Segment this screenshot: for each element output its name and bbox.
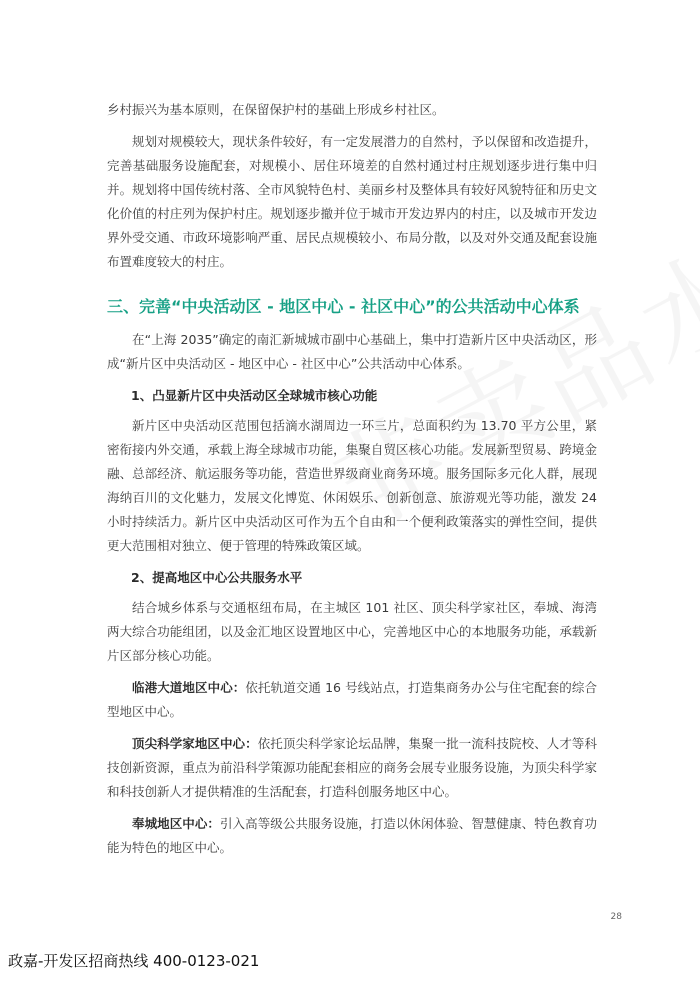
subheading-central-activity-zone [107, 384, 597, 408]
paragraph-central-activity-zone: 新片区中央活动区范围包括滴水湖周边一环三片，总面积约为 13.70 平方公里，紧密衔接内外交通，承载上海全球城市功能，集聚自贸区核心功能。发展新型贸易、跨境金融、总部经济、航运服务等功能，营造世界级商业商务环境。服务国际多元化人群，展现海纳百川的文化魅力，发展文化博览、休闲娱乐、创新创意、旅游观光等功能，激发 24 小时持续活力。新片区中央活动区可作为五个自由和一个便利政策落实的弹性空间，提供更大范围相对独立、便于管理的特殊政策区域。 [107, 418, 597, 553]
subheading-central-activity-zone-text: 1、凸显新片区中央活动区全球城市核心功能 [131, 388, 378, 403]
subheading-district-center-text: 2、提高地区中心公共服务水平 [131, 570, 303, 585]
paragraph-lingang-center [107, 676, 597, 724]
paragraph-village-continuation: 乡村振兴为基本原则，在保留保护村的基础上形成乡村社区。 [107, 102, 445, 117]
lingang-lead: 临港大道地区中心： [132, 680, 246, 695]
paragraph-village-planning: 规划对规模较大，现状条件较好，有一定发展潜力的自然村，予以保留和改造提升，完善基础服务设施配套，对规模小、居住环境差的自然村通过村庄规划逐步进行集中归并。规划将中国传统村落、全市风貌特色村、美丽乡村及整体具有较好风貌特征和历史文化价值的村庄列为保护村庄。规划逐步撤并位于城市开发边界内的村庄，以及城市开发边界外受交通、市政环境影响严重、居民点规模较小、布局分散，以及对外交通及配套设施布置难度较大的村庄。 [107, 134, 597, 269]
section-heading-activity-centers: 三、完善“中央活动区 - 地区中心 - 社区中心”的公共活动中心体系 [107, 297, 580, 316]
paragraph-fengcheng-center [107, 812, 597, 860]
scientist-text: 依托顶尖科学家论坛品牌，集聚一批一流科技院校、人才等科技创新资源，重点为前沿科学策源功能配套相应的商务会展专业服务设施，为顶尖科学家和科技创新人才提供精准的生活配套，打造科创服务地区中心。 [107, 736, 597, 799]
paragraph-district-center: 结合城乡体系与交通枢纽布局，在主城区 101 社区、顶尖科学家社区，奉城、海湾两大综合功能组团，以及金汇地区设置地区中心，完善地区中心的本地服务功能，承载新片区部分核心功能。 [107, 600, 597, 663]
fengcheng-text: 引入高等级公共服务设施，打造以休闲体验、智慧健康、特色教育功能为特色的地区中心。 [107, 816, 597, 855]
page-number: 28 [610, 912, 622, 922]
page-content [107, 98, 597, 868]
scientist-lead: 顶尖科学家地区中心： [132, 736, 258, 751]
subheading-district-center [107, 566, 597, 590]
paragraph-scientist-center [107, 732, 597, 804]
lingang-text: 依托轨道交通 16 号线站点，打造集商务办公与住宅配套的综合型地区中心。 [107, 680, 597, 719]
fengcheng-lead: 奉城地区中心： [132, 816, 220, 831]
paragraph-activity-intro: 在“上海 2035”确定的南汇新城城市副中心基础上，集中打造新片区中央活动区，形成“新片区中央活动区 - 地区中心 - 社区中心”公共活动中心体系。 [107, 332, 597, 371]
footer-hotline: 政嘉-开发区招商热线 400-0123-021 [8, 952, 260, 970]
